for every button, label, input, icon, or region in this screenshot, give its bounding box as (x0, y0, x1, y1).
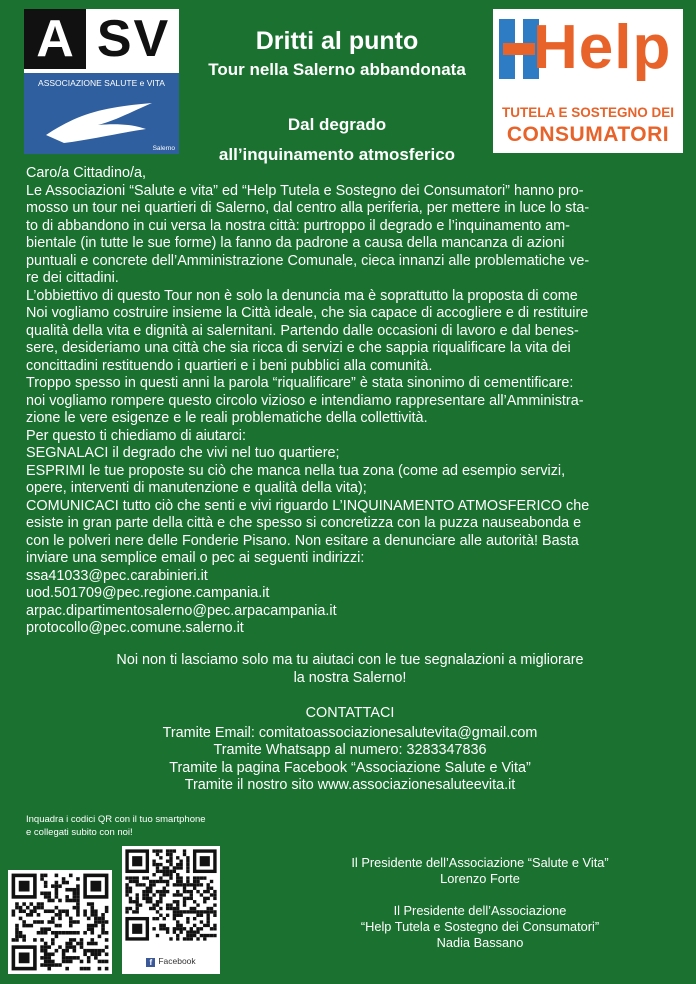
body-line: concittadini restituendo i quartieri e i beni pubblici alla comunità. (26, 357, 433, 374)
body-line: uod.501709@pec.regione.campania.it (26, 585, 270, 601)
president-2-role-2: “Help Tutela e Sostegno dei Consumatori” (360, 919, 600, 934)
contact-whatsapp: Tramite Whatsapp al numero: 3283347836 (213, 742, 487, 758)
facebook-icon: f (146, 958, 155, 967)
body-line: ssa41033@pec.carabinieri.it (26, 567, 208, 584)
body-line: protocollo@pec.comune.salerno.it (26, 620, 244, 636)
qr-code-icon (122, 846, 220, 944)
help-logo-tagline-1: TUTELA E SOSTEGNO DEI (501, 105, 674, 120)
contact-facebook: Tramite la pagina Facebook “Associazione Salute e Vita” (169, 759, 531, 776)
asv-logo (24, 9, 179, 154)
body-line: to di abbandono in cui versa la nostra città: purtroppo il degrado e l’inquinamento am- (26, 217, 570, 234)
facebook-label (122, 956, 220, 967)
contact-email: Tramite Email: comitatoassociazionesalutevita@gmail.com (162, 724, 538, 741)
body-line: qualità della vita e dignità ai salernitani. Partendo dalle occasioni di lavoro e dal benes- (26, 322, 579, 339)
president-2-name: Nadia Bassano (436, 935, 524, 950)
body-line: COMUNICACI tutto ciò che senti e vivi riguardo L’INQUINAMENTO ATMOSFERICO che (26, 497, 590, 514)
signature-block (280, 855, 680, 951)
qr-code-icon (8, 870, 112, 974)
body-line: re dei cittadini. (26, 270, 119, 286)
body-line: Caro/a Cittadino/a, (26, 165, 146, 181)
body-line: L’obbiettivo di questo Tour non è solo la denuncia ma è soprattutto la proposta di come (26, 287, 578, 304)
president-2-role-1: Il Presidente dell’Associazione (393, 903, 567, 918)
body-line: ESPRIMI le tue proposte su ciò che manca nella tua zona (come ad esempio servizi, (26, 462, 566, 479)
body-line: sere, desideriamo una città che sia ricca di servizi e che sappia riqualificare la vita dei (26, 340, 571, 356)
body-line: noi vogliamo rompere questo circolo vizioso e intendiamo rappresentare all’Amministra- (26, 392, 584, 409)
asv-logo-band (24, 73, 179, 154)
contacts-heading: CONTATTACI (305, 705, 395, 721)
qr-code-website (8, 870, 112, 974)
body-line: Noi vogliamo costruire insieme la Città ideale, che sia capace di accogliere e di restituire (26, 305, 589, 321)
body-line: Per questo ti chiediamo di aiutarci: (26, 427, 246, 444)
theme-line-1: Dal degrado (287, 115, 387, 134)
body-line: Le Associazioni “Salute e vita” ed “Help Tutela e Sostegno dei Consumatori” hanno pro- (26, 182, 584, 199)
page-title: Dritti al punto (255, 27, 419, 55)
facebook-label-text: Facebook (158, 956, 196, 966)
asv-logo-sv: SV (96, 10, 171, 68)
body-line: puntuali e concrete dell’Amministrazione Comunale, cieca innanzi alle problematiche ve- (26, 252, 590, 269)
theme-line-2: all’inquinamento atmosferico (218, 145, 456, 164)
qr-code-facebook (122, 846, 220, 974)
help-logo-tagline-2: CONSUMATORI (506, 123, 670, 146)
help-logo-word: Help (533, 13, 672, 82)
closing-text (26, 652, 674, 687)
qr-note (26, 813, 266, 839)
theme-heading (182, 110, 492, 170)
body-line: mosso un tour nei quartieri di Salerno, dal centro alla periferia, per mettere in luce lo sta- (26, 200, 590, 216)
page-subtitle: Tour nella Salerno abbandonata (208, 60, 466, 79)
qr-note-line-2: e collegati subito con noi! (26, 827, 133, 838)
contact-website: Tramite il nostro sito www.associazionesaluteevita.it (184, 777, 516, 793)
closing-line-1: Noi non ti lasciamo solo ma tu aiutaci con le tue segnalazioni a migliorare (116, 652, 584, 668)
asv-logo-city: Salerno (152, 145, 175, 152)
letter-body (26, 165, 674, 638)
body-line: con le polveri nere delle Fonderie Pisano. Non esitare a denunciare alle autorità! Basta (26, 532, 579, 549)
contacts-section (26, 705, 674, 795)
president-1-name: Lorenzo Forte (440, 871, 520, 886)
closing-line-2: la nostra Salerno! (293, 669, 407, 686)
body-line: opere, interventi di manutenzione e qualità della vita); (26, 480, 367, 496)
asv-logo-a: A (24, 9, 86, 69)
body-line: arpac.dipartimentosalerno@pec.arpacampania.it (26, 602, 337, 619)
body-line: bientale (in tutte le sue forme) la fanno da padrone a causa della mancanza di azioni (26, 235, 565, 251)
body-line: inviare una semplice email o pec ai seguenti indirizzi: (26, 550, 365, 566)
body-line: Troppo spesso in questi anni la parola “riqualificare” è stata sinonimo di cementificare: (26, 375, 574, 391)
qr-note-line-1: Inquadra i codici QR con il tuo smartphone (26, 814, 206, 825)
dove-icon (24, 73, 179, 154)
asv-logo-subtitle: ASSOCIAZIONE SALUTE e VITA (38, 78, 165, 88)
body-line: SEGNALACI il degrado che vivi nel tuo quartiere; (26, 445, 340, 461)
help-logo (493, 9, 683, 153)
body-line: zione le vere esigenze e le reali problematiche della collettività. (26, 410, 428, 426)
body-line: esiste in gran parte della città e che spesso si concretizza con la puzza nauseabonda e (26, 515, 582, 531)
president-1-role: Il Presidente dell’Associazione “Salute e Vita” (351, 855, 609, 870)
